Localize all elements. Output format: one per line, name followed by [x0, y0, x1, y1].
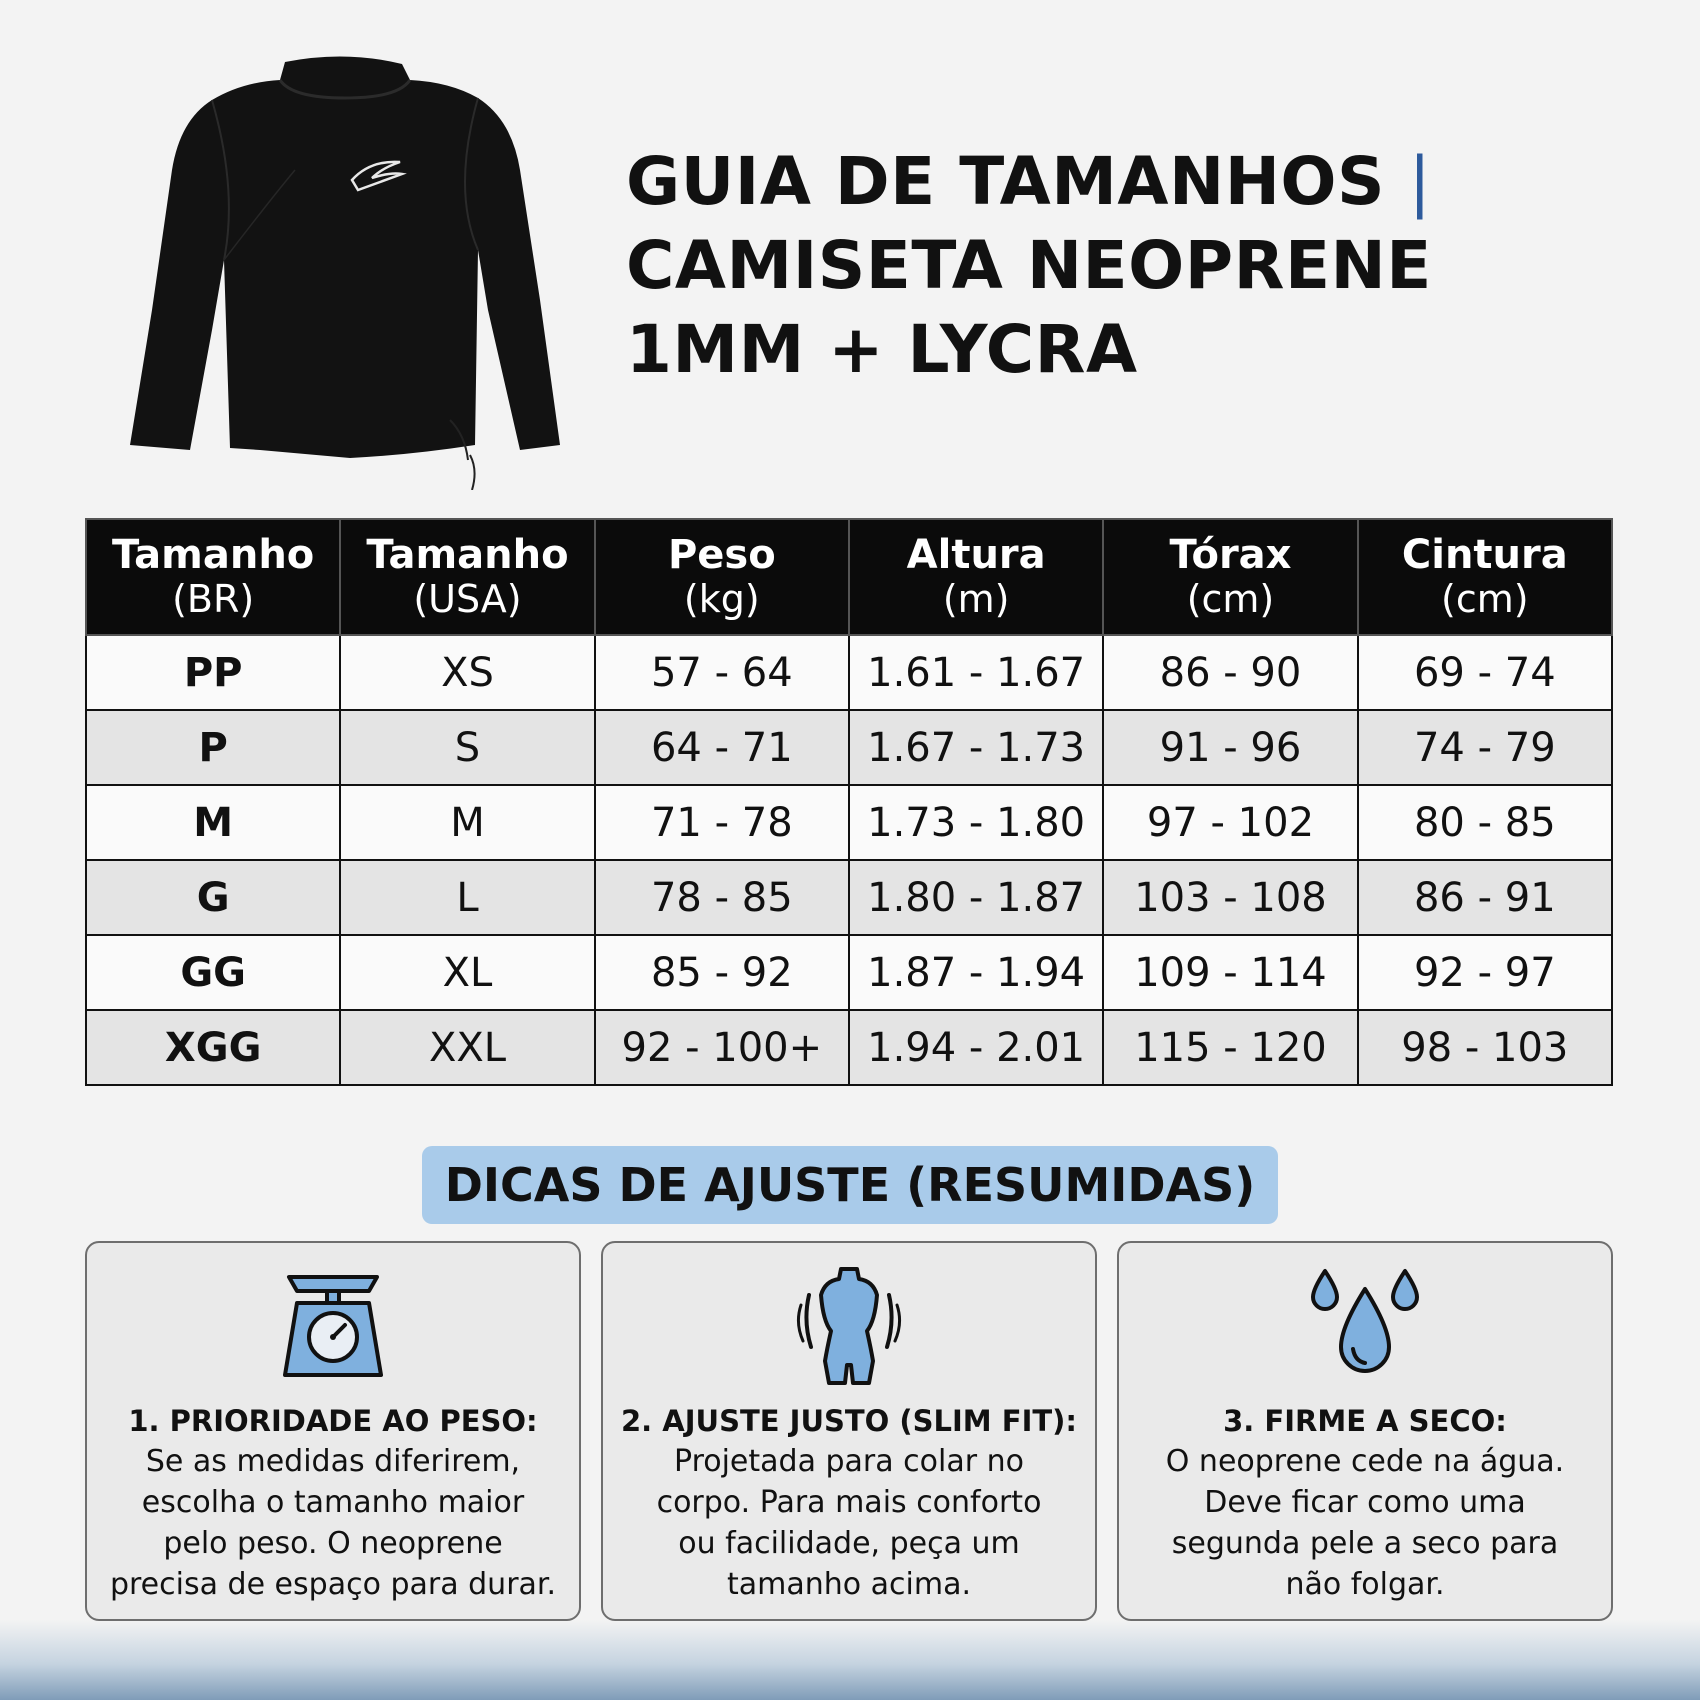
table-cell: GG	[86, 935, 340, 1010]
table-cell: 71 - 78	[595, 785, 849, 860]
table-cell: 64 - 71	[595, 710, 849, 785]
water-drops-icon	[1119, 1265, 1611, 1385]
tip-title: 1. PRIORIDADE AO PESO:	[128, 1404, 538, 1438]
table-cell: 78 - 85	[595, 860, 849, 935]
header-size-usa: Tamanho (USA)	[340, 519, 594, 635]
bottom-gradient	[0, 1620, 1700, 1700]
table-cell: L	[340, 860, 594, 935]
tip-body: Projetada para colar no corpo. Para mais conforto ou facilidade, peça um tamanho acima.	[656, 1444, 1042, 1602]
title-separator: |	[1408, 143, 1432, 220]
table-cell: XL	[340, 935, 594, 1010]
tip-title: 2. AJUSTE JUSTO (SLIM FIT):	[621, 1404, 1077, 1438]
table-row	[86, 860, 1612, 935]
table-cell: 1.80 - 1.87	[849, 860, 1103, 935]
table-cell: 103 - 108	[1103, 860, 1357, 935]
title-line-1: GUIA DE TAMANHOS	[626, 143, 1386, 220]
table-cell: 1.94 - 2.01	[849, 1010, 1103, 1085]
table-header-row	[86, 519, 1612, 635]
size-table	[85, 518, 1613, 1086]
table-row	[86, 785, 1612, 860]
table-cell: XGG	[86, 1010, 340, 1085]
table-row	[86, 1010, 1612, 1085]
table-cell: 86 - 91	[1358, 860, 1612, 935]
table-cell: 109 - 114	[1103, 935, 1357, 1010]
page-title	[626, 140, 1432, 392]
header-height: Altura (m)	[849, 519, 1103, 635]
title-line-2: CAMISETA NEOPRENE	[626, 227, 1432, 304]
table-cell: XXL	[340, 1010, 594, 1085]
torso-icon	[603, 1265, 1095, 1385]
table-cell: XS	[340, 635, 594, 710]
header-chest: Tórax (cm)	[1103, 519, 1357, 635]
table-cell: 98 - 103	[1358, 1010, 1612, 1085]
table-cell: 85 - 92	[595, 935, 849, 1010]
table-cell: M	[86, 785, 340, 860]
tip-title: 3. FIRME A SECO:	[1223, 1404, 1507, 1438]
table-row	[86, 710, 1612, 785]
table-cell: 69 - 74	[1358, 635, 1612, 710]
table-row	[86, 935, 1612, 1010]
header-weight: Peso (kg)	[595, 519, 849, 635]
table-cell: 92 - 97	[1358, 935, 1612, 1010]
table-cell: P	[86, 710, 340, 785]
shirt-image	[120, 50, 570, 490]
table-cell: 80 - 85	[1358, 785, 1612, 860]
title-line-3: 1MM + LYCRA	[626, 311, 1138, 388]
table-cell: 92 - 100+	[595, 1010, 849, 1085]
header-waist: Cintura (cm)	[1358, 519, 1612, 635]
table-cell: 1.73 - 1.80	[849, 785, 1103, 860]
table-cell: G	[86, 860, 340, 935]
table-cell: PP	[86, 635, 340, 710]
table-cell: 57 - 64	[595, 635, 849, 710]
table-cell: M	[340, 785, 594, 860]
tip-card-weight	[85, 1241, 581, 1621]
table-cell: 86 - 90	[1103, 635, 1357, 710]
tip-body: O neoprene cede na água. Deve ficar como uma segunda pele a seco para não folgar.	[1165, 1444, 1565, 1602]
table-cell: S	[340, 710, 594, 785]
table-row	[86, 635, 1612, 710]
table-cell: 1.67 - 1.73	[849, 710, 1103, 785]
header-size-br: Tamanho (BR)	[86, 519, 340, 635]
tip-card-dry-fit	[1117, 1241, 1613, 1621]
tips-heading: DICAS DE AJUSTE (RESUMIDAS)	[422, 1146, 1278, 1224]
table-cell: 115 - 120	[1103, 1010, 1357, 1085]
table-cell: 1.87 - 1.94	[849, 935, 1103, 1010]
table-cell: 97 - 102	[1103, 785, 1357, 860]
table-cell: 91 - 96	[1103, 710, 1357, 785]
table-cell: 1.61 - 1.67	[849, 635, 1103, 710]
tip-body: Se as medidas diferirem, escolha o tamanho maior pelo peso. O neoprene precisa de espaço para durar.	[109, 1444, 557, 1602]
scale-icon	[87, 1265, 579, 1385]
tip-card-slim-fit	[601, 1241, 1097, 1621]
table-cell: 74 - 79	[1358, 710, 1612, 785]
